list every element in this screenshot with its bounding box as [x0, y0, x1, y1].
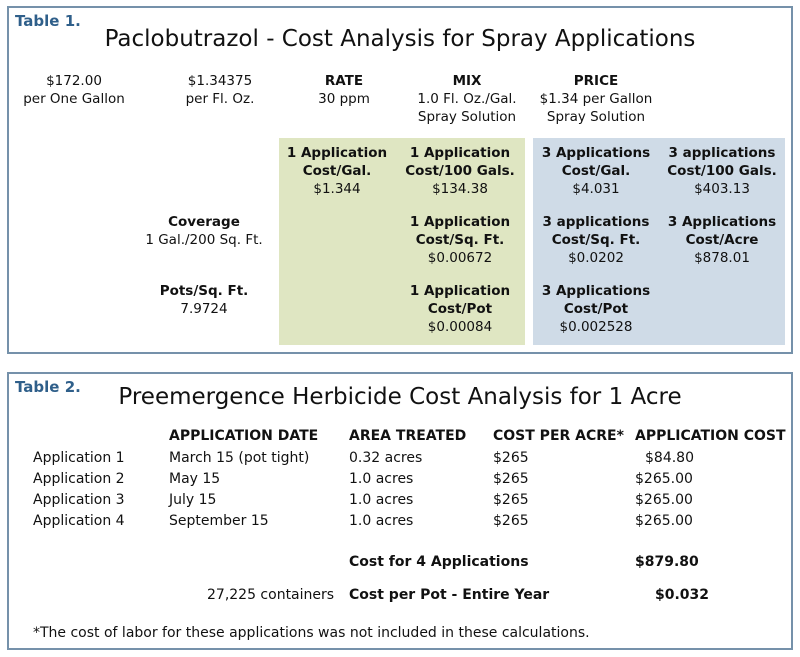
price-per-floz: $1.34375 per Fl. Oz.	[185, 73, 255, 107]
row-label: Application 2	[33, 471, 125, 487]
cost-3app-acre: 3 Applications Cost/Acre $878.01	[667, 214, 777, 266]
header-application-date: APPLICATION DATE	[169, 428, 319, 444]
pots-per-sqft: Pots/Sq. Ft. 7.9724	[159, 283, 249, 317]
table-1-label: Table 1.	[15, 12, 81, 30]
per-pot-value: $0.032	[655, 587, 710, 603]
per-pot-label: Cost per Pot - Entire Year	[349, 587, 550, 603]
row-cost-acre: $265	[493, 492, 529, 508]
total-label: Cost for 4 Applications	[349, 554, 529, 570]
header-cost-per-acre: COST PER ACRE*	[493, 428, 624, 444]
table-2-label: Table 2.	[15, 378, 81, 396]
row-area: 0.32 acres	[349, 450, 423, 466]
cost-1app-sqft: 1 Application Cost/Sq. Ft. $0.00672	[409, 214, 511, 266]
cost-1app-100gal: 1 Application Cost/100 Gals. $134.38	[405, 145, 515, 197]
row-date: July 15	[169, 492, 217, 508]
price: PRICE $1.34 per Gallon Spray Solution	[539, 73, 653, 125]
row-cost-acre: $265	[493, 450, 529, 466]
row-area: 1.0 acres	[349, 471, 414, 487]
row-date: March 15 (pot tight)	[169, 450, 310, 466]
cost-1app-pot: 1 Application Cost/Pot $0.00084	[409, 283, 511, 335]
table-2-panel	[7, 372, 793, 650]
cost-1app-gal: 1 Application Cost/Gal. $1.344	[286, 145, 388, 197]
row-date: September 15	[169, 513, 269, 529]
table-1-title: Paclobutrazol - Cost Analysis for Spray Applications	[104, 26, 696, 52]
price-per-gallon: $172.00 per One Gallon	[23, 73, 125, 107]
containers-count: 27,225 containers	[207, 587, 335, 603]
row-app-cost: $265.00	[635, 492, 693, 508]
cost-3app-100gal: 3 applications Cost/100 Gals. $403.13	[667, 145, 777, 197]
cost-3app-sqft: 3 applications Cost/Sq. Ft. $0.0202	[542, 214, 650, 266]
row-date: May 15	[169, 471, 221, 487]
row-label: Application 4	[33, 513, 125, 529]
coverage: Coverage 1 Gal./200 Sq. Ft.	[145, 214, 263, 248]
cost-3app-gal: 3 Applications Cost/Gal. $4.031	[541, 145, 651, 197]
rate: RATE 30 ppm	[318, 73, 370, 107]
header-application-cost: APPLICATION COST	[635, 428, 786, 444]
row-cost-acre: $265	[493, 471, 529, 487]
total-value: $879.80	[635, 554, 699, 570]
row-area: 1.0 acres	[349, 513, 414, 529]
table-2-title: Preemergence Herbicide Cost Analysis for 1 Acre	[118, 384, 682, 410]
row-label: Application 1	[33, 450, 125, 466]
footnote: *The cost of labor for these applications was not included in these calculations.	[33, 625, 590, 641]
row-app-cost: $84.80	[645, 450, 694, 466]
header-area-treated: AREA TREATED	[349, 428, 467, 444]
table-1-panel	[7, 6, 793, 354]
row-label: Application 3	[33, 492, 125, 508]
row-app-cost: $265.00	[635, 471, 693, 487]
mix: MIX 1.0 Fl. Oz./Gal. Spray Solution	[417, 73, 517, 125]
cost-3app-pot: 3 Applications Cost/Pot $0.002528	[541, 283, 651, 335]
row-area: 1.0 acres	[349, 492, 414, 508]
row-app-cost: $265.00	[635, 513, 693, 529]
row-cost-acre: $265	[493, 513, 529, 529]
